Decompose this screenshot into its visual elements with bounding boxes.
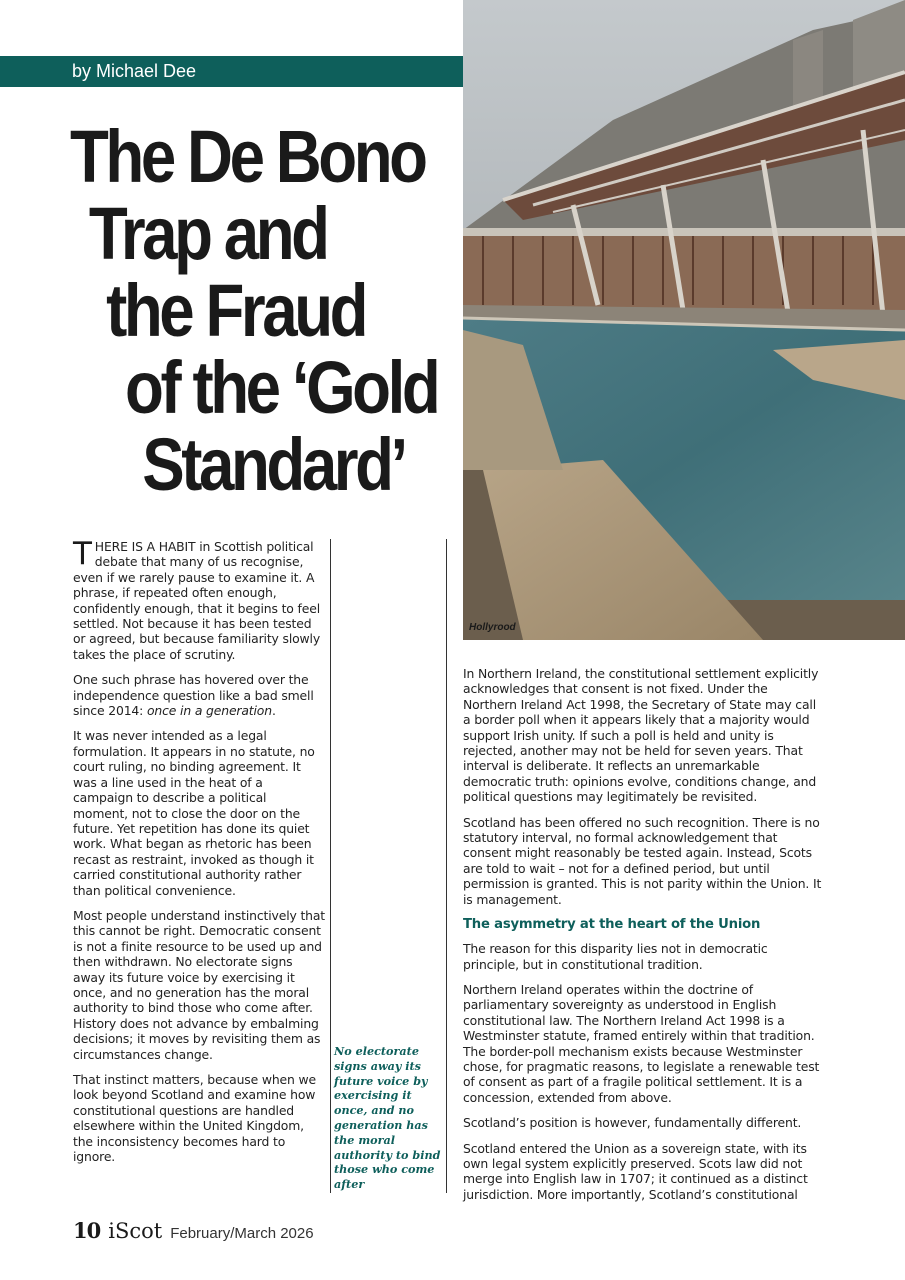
paragraph: Northern Ireland operates within the doctrine of parliamentary sovereignty as understood in English constitutional law. The Northern Ireland Act 1998 is a Westminster statute, framed entirely within that tradition. The border-poll mechanism exists because Westminster chose, for pragmatic reasons, to legislate a renewable test of consent as part of a fragile political settlement. It is a concession, extended from above. <box>463 981 820 1105</box>
paragraph <box>73 672 325 718</box>
article-column-left <box>73 536 326 1174</box>
emphasis: once in a generation <box>146 703 272 719</box>
article-column-right <box>463 666 823 1212</box>
paragraph <box>73 536 325 662</box>
column-divider <box>446 539 447 1193</box>
page-footer <box>73 1218 314 1244</box>
drop-cap: T <box>73 536 92 572</box>
paragraph: It was never intended as a legal formulation. It appears in no statute, no court ruling, no binding agreement. It was a line used in the heat of a campaign to describe a political moment, not to close the door on the future. Yet repetition has done its quiet work. What began as rhetoric has been recast as restraint, invoked as though it carried constitutional authority rather than political convenience. <box>73 728 315 898</box>
paragraph: In Northern Ireland, the constitutional settlement explicitly acknowledges that consent is not fixed. Under the Northern Ireland Act 1998, the Secretary of State may call a border poll when it appears likely that a majority would support Irish unity. If such a poll is held and unity is rejected, another may not be held for seven years. That interval is deliberate. It reflects an unremarkable democratic truth: opinions evolve, conditions change, and political questions may legitimately be revisited. <box>463 666 819 805</box>
pull-quote: No electorate signs away its future voice by exercising it once, and no generation has the moral authority to bind those who come after <box>334 1044 441 1192</box>
section-heading: The asymmetry at the heart of the Union <box>463 917 761 933</box>
issue-date: February/March 2026 <box>170 1225 314 1242</box>
title-line: of the ‘Gold <box>125 346 438 429</box>
paragraph: The reason for this disparity lies not in democratic principle, but in constitutional tradition. <box>463 941 768 972</box>
paragraph-text: HERE IS A HABIT in Scottish political debate that many of us recognise, even if we rarely pause to examine it. A phrase, if repeated often enough, confidently enough, that it begins to feel settled. Not because it has been tested or agreed, but because familiarity slowly takes the place of scrutiny. <box>73 539 321 662</box>
paragraph: Scotland entered the Union as a sovereign state, with its own legal system explicitly preserved. Scots law did not merge into English law in 1707; it continued as a distinct jurisdiction. More importantly, Scotland’s constitutional <box>463 1140 808 1202</box>
article-title <box>70 115 438 506</box>
title-line: Standard’ <box>142 423 405 506</box>
column-divider <box>330 539 331 1193</box>
hollyrood-photo <box>463 0 905 640</box>
title-line: Trap and <box>88 192 327 275</box>
paragraph: Most people understand instinctively that this cannot be right. Democratic consent is not a finite resource to be used up and then withdrawn. No electorate signs away its future voice by exercising it once, and no generation has the moral authority to bind those who come after. History does not advance by embalming decisions; it moves by revisiting them as circumstances change. <box>73 907 326 1062</box>
magazine-logo: iScot <box>108 1219 163 1243</box>
title-line: The De Bono <box>70 115 425 198</box>
paragraph-end: . <box>271 703 276 719</box>
byline: by Michael Dee <box>72 61 197 81</box>
photo-caption: Hollyrood <box>469 622 516 633</box>
paragraph: Scotland has been offered no such recognition. There is no statutory interval, no formal acknowledgement that consent might reasonably be tested again. Instead, Scots are told to wait – not for a defined period, but until permission is granted. This is not parity within the Union. It is management. <box>463 814 822 907</box>
paragraph: That instinct matters, because when we look beyond Scotland and examine how constitutional questions are handled elsewhere within the United Kingdom, the inconsistency becomes hard to ignore. <box>73 1072 316 1165</box>
paragraph-text: One such phrase has hovered over the independence question like a bad smell since 2014: <box>73 672 314 719</box>
title-line: the Fraud <box>106 269 366 352</box>
paragraph: Scotland’s position is however, fundamentally different. <box>463 1115 802 1131</box>
page-number: 10 <box>73 1218 101 1243</box>
